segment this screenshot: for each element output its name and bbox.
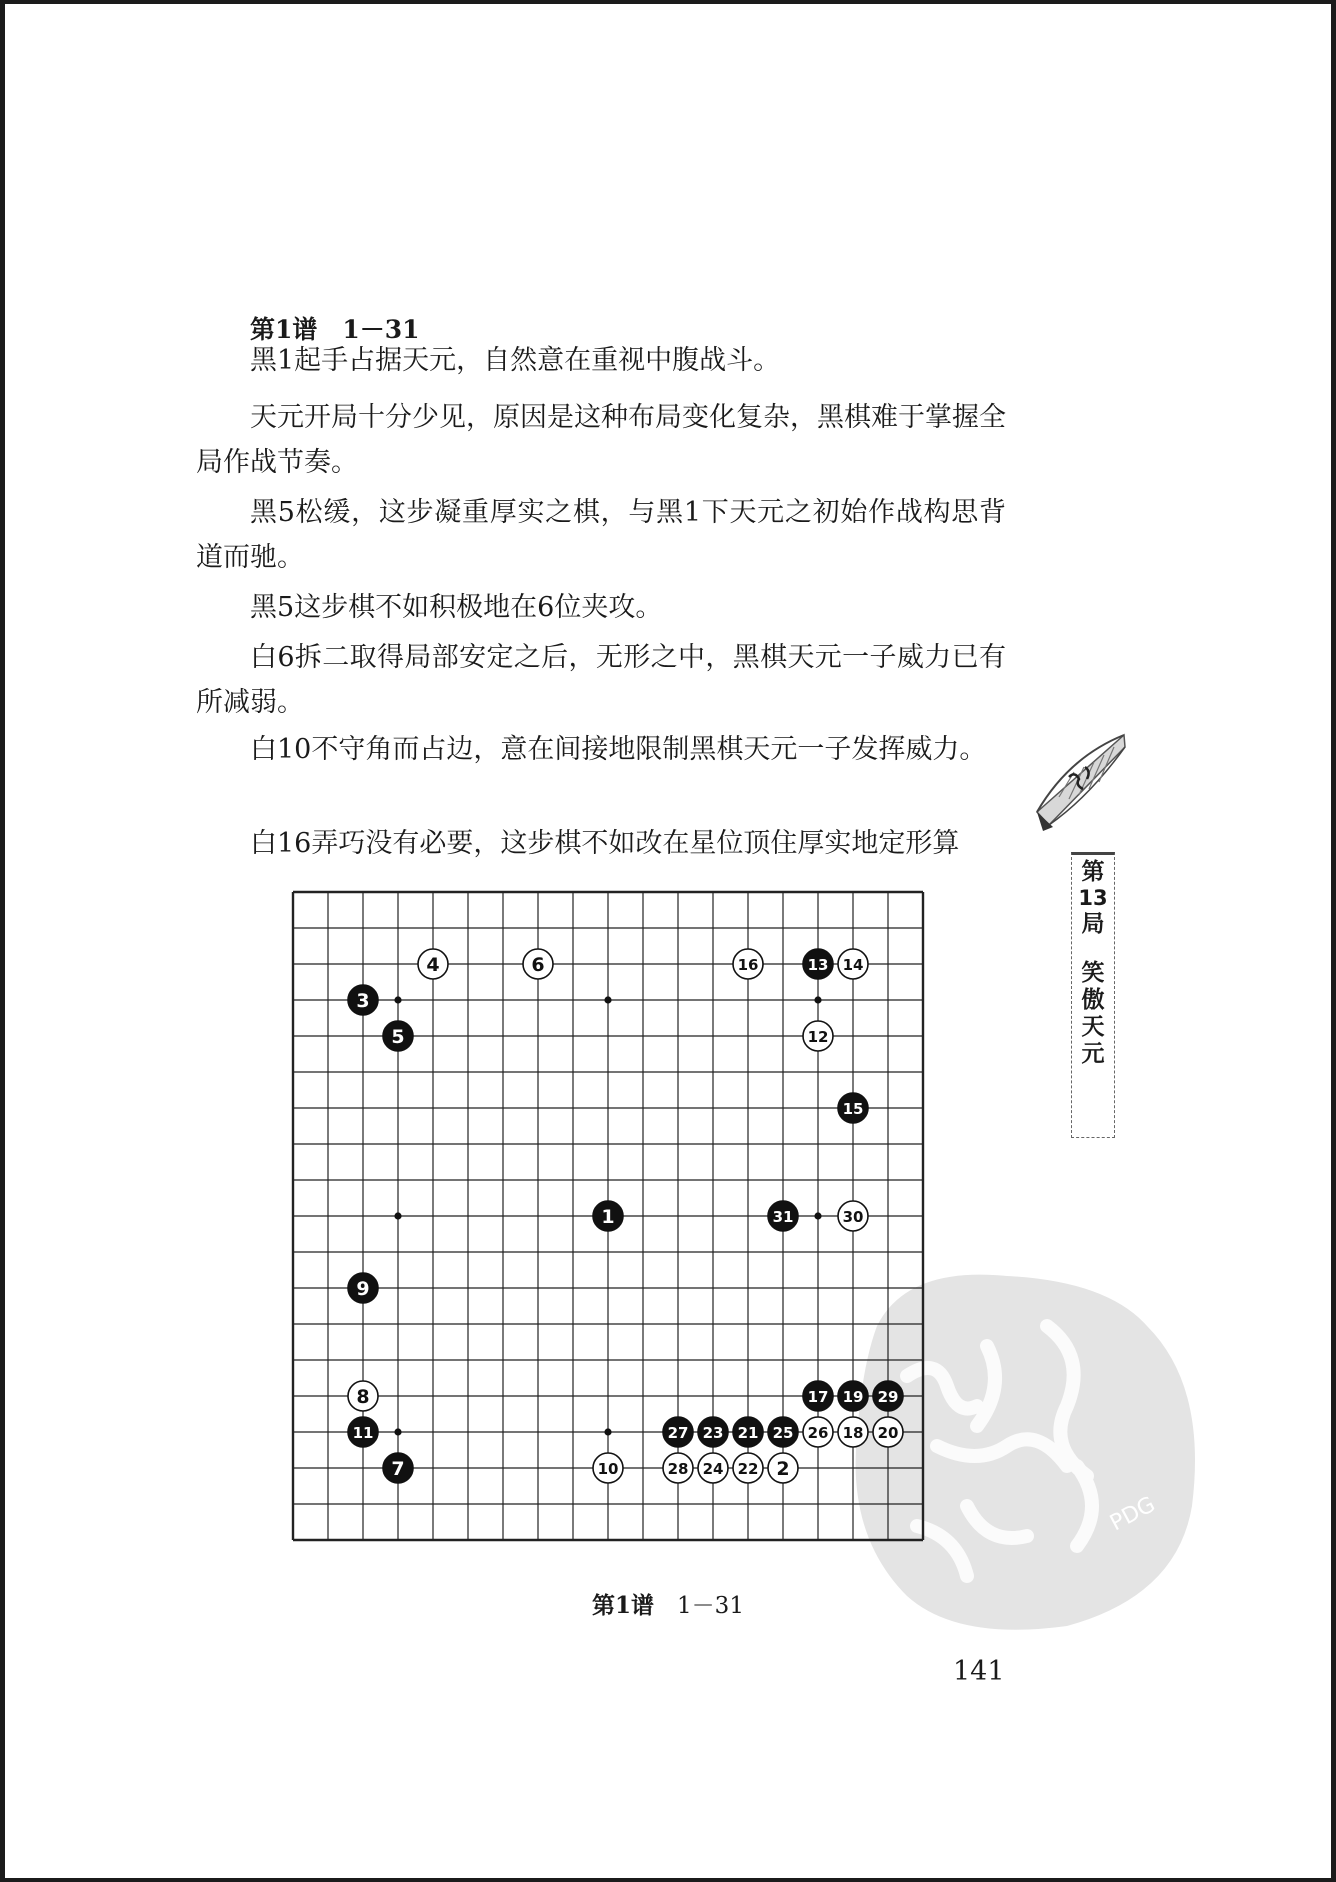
stone-number: 25 xyxy=(772,1424,794,1442)
diagram-caption xyxy=(5,1587,1331,1620)
stone-number: 29 xyxy=(877,1388,899,1406)
stone-number: 28 xyxy=(667,1460,689,1478)
tab-title-char: 元 xyxy=(1081,1041,1105,1067)
black-stone xyxy=(348,1273,378,1303)
white-stone xyxy=(348,1381,378,1411)
black-stone xyxy=(838,1093,868,1123)
black-stone xyxy=(348,1417,378,1447)
stone-number: 24 xyxy=(702,1460,724,1478)
black-stone xyxy=(768,1201,798,1231)
section-heading: 第1谱 1－31 xyxy=(250,315,420,344)
tab-ju: 局 xyxy=(1081,911,1105,937)
stone-number: 6 xyxy=(531,954,545,976)
caption-label: 第1谱 xyxy=(592,1592,655,1619)
go-board-diagram xyxy=(275,880,941,1556)
paragraph-6: 白10不守角而占边，意在间接地限制黑棋天元一子发挥威力。 xyxy=(250,734,987,765)
paragraph-7: 白16弄巧没有必要，这步棋不如改在星位顶住厚实地定形算 xyxy=(250,828,960,859)
stone-number: 23 xyxy=(702,1424,724,1442)
black-stone xyxy=(803,1381,833,1411)
stone-number: 1 xyxy=(601,1206,615,1228)
white-stone xyxy=(803,1417,833,1447)
black-stone xyxy=(383,1021,413,1051)
white-stone xyxy=(733,949,763,979)
tab-title-char: 天 xyxy=(1081,1014,1105,1040)
tab-title xyxy=(1082,960,1105,1068)
stone-number: 20 xyxy=(877,1424,899,1442)
white-stone xyxy=(768,1453,798,1483)
folding-fan-icon xyxy=(1029,727,1129,837)
stone-number: 9 xyxy=(356,1278,370,1300)
page-number: 141 xyxy=(953,1656,1005,1687)
paragraph-3: 黑5松缓，这步凝重厚实之棋，与黑1下天元之初始作战构思背道而驰。 xyxy=(196,497,1006,573)
tab-number: 13 xyxy=(1078,886,1108,910)
star-point xyxy=(604,1428,611,1435)
stone-number: 15 xyxy=(842,1100,864,1118)
black-stone xyxy=(593,1201,623,1231)
stone-number: 16 xyxy=(737,956,759,974)
stone-number: 30 xyxy=(842,1208,864,1226)
stone-number: 27 xyxy=(667,1424,689,1442)
stone-number: 26 xyxy=(807,1424,829,1442)
black-stone xyxy=(733,1417,763,1447)
white-stone xyxy=(698,1453,728,1483)
black-stone xyxy=(838,1381,868,1411)
stone-number: 17 xyxy=(807,1388,829,1406)
white-stone xyxy=(838,949,868,979)
star-point xyxy=(394,1428,401,1435)
stone-number: 22 xyxy=(737,1460,759,1478)
stone-number: 21 xyxy=(737,1424,759,1442)
stone-number: 10 xyxy=(597,1460,619,1478)
paragraph-5: 白6拆二取得局部安定之后，无形之中，黑棋天元一子威力已有所减弱。 xyxy=(196,642,1006,718)
white-stone xyxy=(838,1417,868,1447)
stone-number: 12 xyxy=(807,1028,829,1046)
stone-number: 11 xyxy=(352,1424,374,1442)
stone-number: 2 xyxy=(776,1458,790,1480)
stone-number: 31 xyxy=(772,1208,794,1226)
stone-number: 3 xyxy=(356,990,370,1012)
caption-range: 1－31 xyxy=(677,1593,744,1619)
white-stone xyxy=(873,1417,903,1447)
star-point xyxy=(394,1212,401,1219)
stone-number: 5 xyxy=(391,1026,405,1048)
white-stone xyxy=(593,1453,623,1483)
stone-number: 18 xyxy=(842,1424,864,1442)
black-stone xyxy=(348,985,378,1015)
black-stone xyxy=(873,1381,903,1411)
tab-title-char: 傲 xyxy=(1081,987,1105,1013)
black-stone xyxy=(663,1417,693,1447)
black-stone xyxy=(383,1453,413,1483)
star-point xyxy=(604,996,611,1003)
stone-number: 8 xyxy=(356,1386,370,1408)
white-stone xyxy=(838,1201,868,1231)
paragraph-2: 天元开局十分少见，原因是这种布局变化复杂，黑棋难于掌握全局作战节奏。 xyxy=(196,402,1006,478)
white-stone xyxy=(733,1453,763,1483)
black-stone xyxy=(803,949,833,979)
svg-text:PDG: PDG xyxy=(1106,1492,1160,1537)
white-stone xyxy=(663,1453,693,1483)
star-point xyxy=(814,996,821,1003)
stone-number: 14 xyxy=(842,956,864,974)
tab-title-char: 笑 xyxy=(1081,960,1105,986)
black-stone xyxy=(768,1417,798,1447)
stone-number: 19 xyxy=(842,1388,864,1406)
book-page xyxy=(5,4,1331,1878)
star-point xyxy=(814,1212,821,1219)
stone-number: 4 xyxy=(426,954,440,976)
paragraph-4: 黑5这步棋不如积极地在6位夹攻。 xyxy=(250,592,663,623)
tab-di: 第 xyxy=(1081,859,1105,885)
go-board xyxy=(275,880,941,1556)
white-stone xyxy=(803,1021,833,1051)
chapter-side-tab xyxy=(1071,852,1115,1138)
star-point xyxy=(394,996,401,1003)
white-stone xyxy=(418,949,448,979)
stone-number: 7 xyxy=(391,1458,405,1480)
black-stone xyxy=(698,1417,728,1447)
stone-number: 13 xyxy=(807,956,829,974)
white-stone xyxy=(523,949,553,979)
paragraph-1: 黑1起手占据天元，自然意在重视中腹战斗。 xyxy=(250,345,781,376)
